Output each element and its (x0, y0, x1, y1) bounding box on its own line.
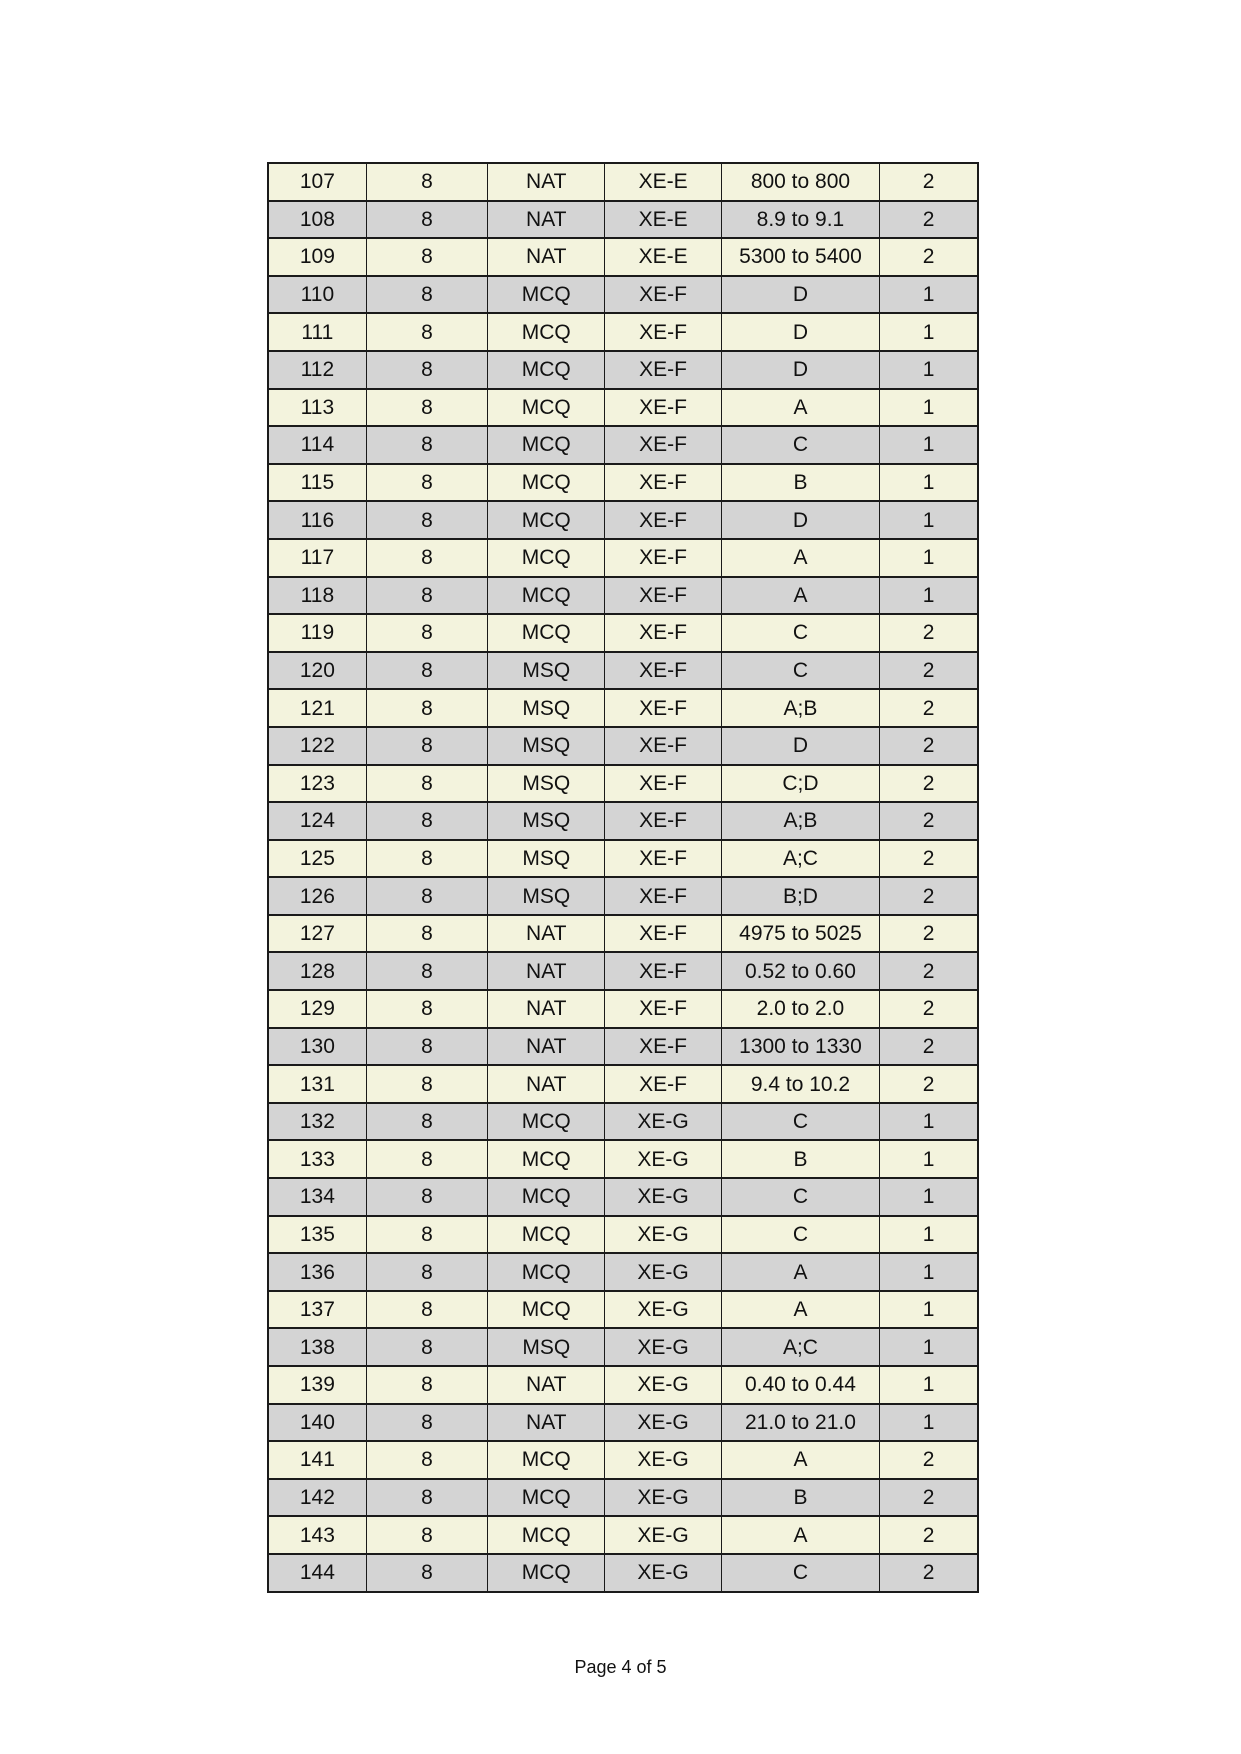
table-row (268, 351, 978, 389)
table-row (268, 1178, 978, 1216)
session-cell: 8 (366, 464, 487, 502)
marks-cell: 2 (880, 201, 978, 239)
answer-key-cell: C (721, 614, 879, 652)
table-row (268, 1479, 978, 1517)
session-cell: 8 (366, 1028, 487, 1066)
question-number-cell: 136 (268, 1253, 366, 1291)
session-cell: 8 (366, 765, 487, 803)
table-row (268, 877, 978, 915)
section-cell: XE-F (605, 765, 721, 803)
section-cell: XE-F (605, 276, 721, 314)
table-row (268, 1404, 978, 1442)
question-type-cell: NAT (488, 238, 605, 276)
section-cell: XE-E (605, 163, 721, 201)
question-number-cell: 132 (268, 1103, 366, 1141)
question-type-cell: NAT (488, 990, 605, 1028)
answer-key-cell: C (721, 1554, 879, 1592)
question-type-cell: MCQ (488, 614, 605, 652)
question-type-cell: MSQ (488, 765, 605, 803)
table-row (268, 614, 978, 652)
answer-key-cell: C;D (721, 765, 879, 803)
section-cell: XE-F (605, 802, 721, 840)
section-cell: XE-F (605, 389, 721, 427)
question-number-cell: 123 (268, 765, 366, 803)
question-number-cell: 142 (268, 1479, 366, 1517)
table-row (268, 990, 978, 1028)
table-row (268, 1328, 978, 1366)
marks-cell: 2 (880, 1028, 978, 1066)
marks-cell: 2 (880, 877, 978, 915)
answer-key-cell: A (721, 1441, 879, 1479)
section-cell: XE-F (605, 915, 721, 953)
marks-cell: 2 (880, 652, 978, 690)
question-type-cell: MCQ (488, 1479, 605, 1517)
session-cell: 8 (366, 1441, 487, 1479)
section-cell: XE-G (605, 1479, 721, 1517)
table-row (268, 201, 978, 239)
answer-key-cell: B;D (721, 877, 879, 915)
table-row (268, 238, 978, 276)
question-type-cell: MCQ (488, 1253, 605, 1291)
question-type-cell: NAT (488, 163, 605, 201)
answer-key-cell: B (721, 1140, 879, 1178)
marks-cell: 2 (880, 765, 978, 803)
session-cell: 8 (366, 802, 487, 840)
page-number-footer: Page 4 of 5 (574, 1657, 667, 1677)
section-cell: XE-F (605, 501, 721, 539)
table-row (268, 1103, 978, 1141)
question-number-cell: 108 (268, 201, 366, 239)
answer-key-cell: A;B (721, 802, 879, 840)
question-type-cell: MSQ (488, 802, 605, 840)
question-number-cell: 138 (268, 1328, 366, 1366)
section-cell: XE-G (605, 1404, 721, 1442)
answer-key-cell: 2.0 to 2.0 (721, 990, 879, 1028)
question-number-cell: 143 (268, 1516, 366, 1554)
question-number-cell: 112 (268, 351, 366, 389)
section-cell: XE-G (605, 1441, 721, 1479)
marks-cell: 2 (880, 915, 978, 953)
answer-key-cell: B (721, 1479, 879, 1517)
session-cell: 8 (366, 313, 487, 351)
answer-key-cell: C (721, 652, 879, 690)
session-cell: 8 (366, 727, 487, 765)
marks-cell: 1 (880, 1404, 978, 1442)
question-number-cell: 114 (268, 426, 366, 464)
question-number-cell: 116 (268, 501, 366, 539)
marks-cell: 1 (880, 351, 978, 389)
answer-key-cell: A (721, 539, 879, 577)
marks-cell: 2 (880, 1516, 978, 1554)
question-number-cell: 130 (268, 1028, 366, 1066)
session-cell: 8 (366, 1140, 487, 1178)
section-cell: XE-F (605, 577, 721, 615)
table-row (268, 1216, 978, 1254)
table-row (268, 1516, 978, 1554)
answer-key-cell: 5300 to 5400 (721, 238, 879, 276)
question-number-cell: 109 (268, 238, 366, 276)
section-cell: XE-F (605, 952, 721, 990)
marks-cell: 2 (880, 614, 978, 652)
session-cell: 8 (366, 614, 487, 652)
session-cell: 8 (366, 1216, 487, 1254)
marks-cell: 1 (880, 1253, 978, 1291)
session-cell: 8 (366, 1366, 487, 1404)
marks-cell: 2 (880, 952, 978, 990)
session-cell: 8 (366, 1516, 487, 1554)
answer-key-cell: C (721, 1216, 879, 1254)
section-cell: XE-F (605, 464, 721, 502)
marks-cell: 2 (880, 238, 978, 276)
marks-cell: 2 (880, 802, 978, 840)
session-cell: 8 (366, 539, 487, 577)
question-number-cell: 139 (268, 1366, 366, 1404)
marks-cell: 2 (880, 1479, 978, 1517)
session-cell: 8 (366, 163, 487, 201)
table-row (268, 1366, 978, 1404)
question-type-cell: MCQ (488, 426, 605, 464)
table-row (268, 313, 978, 351)
table-row (268, 727, 978, 765)
question-type-cell: MCQ (488, 1554, 605, 1592)
marks-cell: 2 (880, 727, 978, 765)
question-number-cell: 144 (268, 1554, 366, 1592)
question-type-cell: MCQ (488, 1103, 605, 1141)
answer-key-cell: A (721, 389, 879, 427)
section-cell: XE-F (605, 313, 721, 351)
marks-cell: 1 (880, 464, 978, 502)
marks-cell: 2 (880, 1441, 978, 1479)
marks-cell: 2 (880, 990, 978, 1028)
question-type-cell: MSQ (488, 689, 605, 727)
question-number-cell: 118 (268, 577, 366, 615)
answer-key-cell: 8.9 to 9.1 (721, 201, 879, 239)
answer-key-table (267, 162, 979, 1593)
section-cell: XE-G (605, 1516, 721, 1554)
question-type-cell: MCQ (488, 539, 605, 577)
question-number-cell: 111 (268, 313, 366, 351)
answer-key-table-body (268, 163, 978, 1592)
question-number-cell: 122 (268, 727, 366, 765)
question-number-cell: 134 (268, 1178, 366, 1216)
question-type-cell: MCQ (488, 313, 605, 351)
section-cell: XE-F (605, 877, 721, 915)
session-cell: 8 (366, 1328, 487, 1366)
section-cell: XE-F (605, 689, 721, 727)
question-type-cell: NAT (488, 952, 605, 990)
question-number-cell: 124 (268, 802, 366, 840)
section-cell: XE-F (605, 1065, 721, 1103)
section-cell: XE-E (605, 238, 721, 276)
question-number-cell: 117 (268, 539, 366, 577)
question-number-cell: 141 (268, 1441, 366, 1479)
table-row (268, 652, 978, 690)
session-cell: 8 (366, 389, 487, 427)
marks-cell: 1 (880, 1140, 978, 1178)
answer-key-cell: A;B (721, 689, 879, 727)
table-row (268, 689, 978, 727)
question-type-cell: MCQ (488, 464, 605, 502)
marks-cell: 2 (880, 163, 978, 201)
question-number-cell: 120 (268, 652, 366, 690)
section-cell: XE-F (605, 652, 721, 690)
marks-cell: 1 (880, 389, 978, 427)
answer-key-cell: 0.40 to 0.44 (721, 1366, 879, 1404)
answer-key-cell: B (721, 464, 879, 502)
section-cell: XE-F (605, 351, 721, 389)
table-row (268, 389, 978, 427)
question-number-cell: 135 (268, 1216, 366, 1254)
question-type-cell: NAT (488, 1404, 605, 1442)
section-cell: XE-G (605, 1253, 721, 1291)
session-cell: 8 (366, 351, 487, 389)
marks-cell: 1 (880, 1216, 978, 1254)
session-cell: 8 (366, 426, 487, 464)
session-cell: 8 (366, 276, 487, 314)
question-number-cell: 137 (268, 1291, 366, 1329)
answer-key-cell: 1300 to 1330 (721, 1028, 879, 1066)
section-cell: XE-G (605, 1328, 721, 1366)
question-type-cell: MCQ (488, 1140, 605, 1178)
session-cell: 8 (366, 238, 487, 276)
answer-key-cell: A (721, 577, 879, 615)
table-row (268, 276, 978, 314)
question-type-cell: MCQ (488, 1516, 605, 1554)
table-row (268, 1253, 978, 1291)
session-cell: 8 (366, 877, 487, 915)
section-cell: XE-F (605, 539, 721, 577)
answer-key-cell: 4975 to 5025 (721, 915, 879, 953)
section-cell: XE-E (605, 201, 721, 239)
table-row (268, 915, 978, 953)
table-row (268, 1554, 978, 1592)
session-cell: 8 (366, 201, 487, 239)
question-number-cell: 119 (268, 614, 366, 652)
question-type-cell: MCQ (488, 1178, 605, 1216)
marks-cell: 1 (880, 501, 978, 539)
question-type-cell: MSQ (488, 652, 605, 690)
session-cell: 8 (366, 952, 487, 990)
marks-cell: 1 (880, 1178, 978, 1216)
session-cell: 8 (366, 1178, 487, 1216)
marks-cell: 1 (880, 426, 978, 464)
answer-key-cell: A;C (721, 840, 879, 878)
marks-cell: 1 (880, 539, 978, 577)
table-row (268, 802, 978, 840)
session-cell: 8 (366, 915, 487, 953)
question-number-cell: 129 (268, 990, 366, 1028)
marks-cell: 1 (880, 1103, 978, 1141)
table-row (268, 1441, 978, 1479)
answer-key-cell: D (721, 313, 879, 351)
session-cell: 8 (366, 652, 487, 690)
question-number-cell: 128 (268, 952, 366, 990)
question-number-cell: 127 (268, 915, 366, 953)
question-type-cell: NAT (488, 1028, 605, 1066)
session-cell: 8 (366, 1253, 487, 1291)
session-cell: 8 (366, 501, 487, 539)
question-type-cell: MCQ (488, 1441, 605, 1479)
marks-cell: 1 (880, 577, 978, 615)
question-number-cell: 107 (268, 163, 366, 201)
marks-cell: 2 (880, 840, 978, 878)
question-number-cell: 121 (268, 689, 366, 727)
answer-key-cell: A (721, 1516, 879, 1554)
question-type-cell: NAT (488, 1065, 605, 1103)
session-cell: 8 (366, 1479, 487, 1517)
answer-key-cell: 0.52 to 0.60 (721, 952, 879, 990)
section-cell: XE-F (605, 1028, 721, 1066)
table-row (268, 765, 978, 803)
section-cell: XE-G (605, 1291, 721, 1329)
table-row (268, 501, 978, 539)
question-type-cell: MCQ (488, 276, 605, 314)
table-row (268, 577, 978, 615)
question-number-cell: 125 (268, 840, 366, 878)
table-row (268, 1140, 978, 1178)
section-cell: XE-G (605, 1103, 721, 1141)
answer-key-cell: A (721, 1253, 879, 1291)
question-type-cell: NAT (488, 915, 605, 953)
section-cell: XE-F (605, 840, 721, 878)
question-type-cell: MCQ (488, 1291, 605, 1329)
answer-key-cell: C (721, 426, 879, 464)
section-cell: XE-G (605, 1554, 721, 1592)
marks-cell: 1 (880, 1328, 978, 1366)
section-cell: XE-G (605, 1366, 721, 1404)
section-cell: XE-F (605, 614, 721, 652)
question-number-cell: 115 (268, 464, 366, 502)
answer-key-cell: D (721, 351, 879, 389)
table-row (268, 539, 978, 577)
table-row (268, 426, 978, 464)
answer-key-cell: A;C (721, 1328, 879, 1366)
question-type-cell: MCQ (488, 1216, 605, 1254)
session-cell: 8 (366, 1291, 487, 1329)
answer-key-cell: C (721, 1178, 879, 1216)
marks-cell: 1 (880, 276, 978, 314)
session-cell: 8 (366, 577, 487, 615)
session-cell: 8 (366, 840, 487, 878)
table-row (268, 464, 978, 502)
session-cell: 8 (366, 1554, 487, 1592)
table-row (268, 1291, 978, 1329)
answer-key-cell: 21.0 to 21.0 (721, 1404, 879, 1442)
answer-key-cell: C (721, 1103, 879, 1141)
session-cell: 8 (366, 689, 487, 727)
question-number-cell: 113 (268, 389, 366, 427)
marks-cell: 2 (880, 1065, 978, 1103)
session-cell: 8 (366, 990, 487, 1028)
table-row (268, 163, 978, 201)
section-cell: XE-G (605, 1178, 721, 1216)
question-number-cell: 131 (268, 1065, 366, 1103)
table-row (268, 952, 978, 990)
marks-cell: 1 (880, 1291, 978, 1329)
section-cell: XE-F (605, 426, 721, 464)
marks-cell: 1 (880, 313, 978, 351)
table-row (268, 1028, 978, 1066)
question-type-cell: MSQ (488, 877, 605, 915)
section-cell: XE-G (605, 1216, 721, 1254)
section-cell: XE-F (605, 990, 721, 1028)
question-type-cell: NAT (488, 201, 605, 239)
answer-key-cell: 800 to 800 (721, 163, 879, 201)
question-number-cell: 110 (268, 276, 366, 314)
answer-key-cell: D (721, 276, 879, 314)
session-cell: 8 (366, 1065, 487, 1103)
session-cell: 8 (366, 1404, 487, 1442)
question-type-cell: MSQ (488, 727, 605, 765)
question-type-cell: MSQ (488, 1328, 605, 1366)
marks-cell: 2 (880, 1554, 978, 1592)
answer-key-cell: A (721, 1291, 879, 1329)
table-row (268, 840, 978, 878)
question-type-cell: MSQ (488, 840, 605, 878)
section-cell: XE-G (605, 1140, 721, 1178)
marks-cell: 1 (880, 1366, 978, 1404)
session-cell: 8 (366, 1103, 487, 1141)
answer-key-cell: 9.4 to 10.2 (721, 1065, 879, 1103)
question-type-cell: MCQ (488, 501, 605, 539)
marks-cell: 2 (880, 689, 978, 727)
question-number-cell: 126 (268, 877, 366, 915)
question-number-cell: 133 (268, 1140, 366, 1178)
section-cell: XE-F (605, 727, 721, 765)
question-type-cell: NAT (488, 1366, 605, 1404)
question-type-cell: MCQ (488, 351, 605, 389)
answer-key-cell: D (721, 727, 879, 765)
question-type-cell: MCQ (488, 577, 605, 615)
question-type-cell: MCQ (488, 389, 605, 427)
table-row (268, 1065, 978, 1103)
answer-key-cell: D (721, 501, 879, 539)
question-number-cell: 140 (268, 1404, 366, 1442)
